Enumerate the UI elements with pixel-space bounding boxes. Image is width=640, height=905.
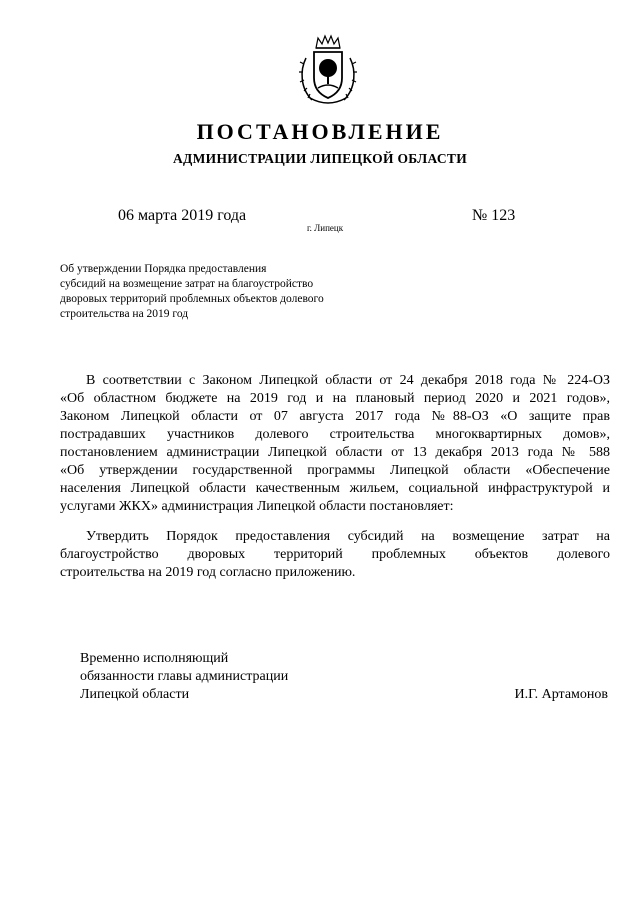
paragraph-line: строительства на 2019 год согласно приложению. <box>60 565 356 580</box>
position-line: Липецкой области <box>80 687 190 702</box>
subject-line: субсидий на возмещение затрат на благоустройство <box>60 278 314 290</box>
subject-line: дворовых территорий проблемных объектов долевого <box>60 293 324 305</box>
paragraph-line: Утвердить Порядок предоставления субсидий на возмещение затрат на <box>86 529 610 544</box>
subject-line: строительства на 2019 год <box>60 308 189 320</box>
document-city: г. Липецк <box>307 223 344 233</box>
document-date: 06 марта 2019 года <box>118 207 247 224</box>
document-number: № 123 <box>472 207 516 224</box>
document-subject <box>60 262 380 322</box>
subject-line: Об утверждении Порядка предоставления <box>60 263 267 275</box>
position-line: Временно исполняющий <box>80 651 229 666</box>
paragraph-line: В соответствии с Законом Липецкой области от 24 декабря 2018 года № 224-ОЗ <box>86 373 610 388</box>
paragraph-line: благоустройство дворовых территорий проблемных объектов долевого <box>60 547 610 562</box>
paragraph-line: Законом Липецкой области от 07 августа 2017 года №88-ОЗ «О защите прав <box>60 409 610 424</box>
paragraph-line: постановлением администрации Липецкой области от 13 декабря 2013 года № 588 <box>60 445 610 460</box>
paragraph-line: «Об утверждении государственной программы Липецкой области «Обеспечение <box>60 463 610 478</box>
resolution-paragraph <box>60 528 610 582</box>
signatory-position <box>80 650 288 704</box>
signatory-name: И.Г. Артамонов <box>514 687 608 702</box>
coat-of-arms-icon <box>296 34 360 108</box>
document-issuer: АДМИНИСТРАЦИИ ЛИПЕЦКОЙ ОБЛАСТИ <box>172 151 468 166</box>
paragraph-line: населения Липецкой области качественным жильем, социальной инфраструктурой и <box>60 481 610 496</box>
position-line: обязанности главы администрации <box>80 669 289 684</box>
document-title: ПОСТАНОВЛЕНИЕ <box>196 119 444 144</box>
paragraph-line: пострадавших участников долевого строительства многоквартирных домов», <box>60 427 610 442</box>
paragraph-line: услугами ЖКХ» администрация Липецкой области постановляет: <box>60 499 454 514</box>
preamble-paragraph <box>60 372 610 516</box>
paragraph-line: «Об областном бюджете на 2019 год и на плановый период 2020 и 2021 годов», <box>60 391 610 406</box>
